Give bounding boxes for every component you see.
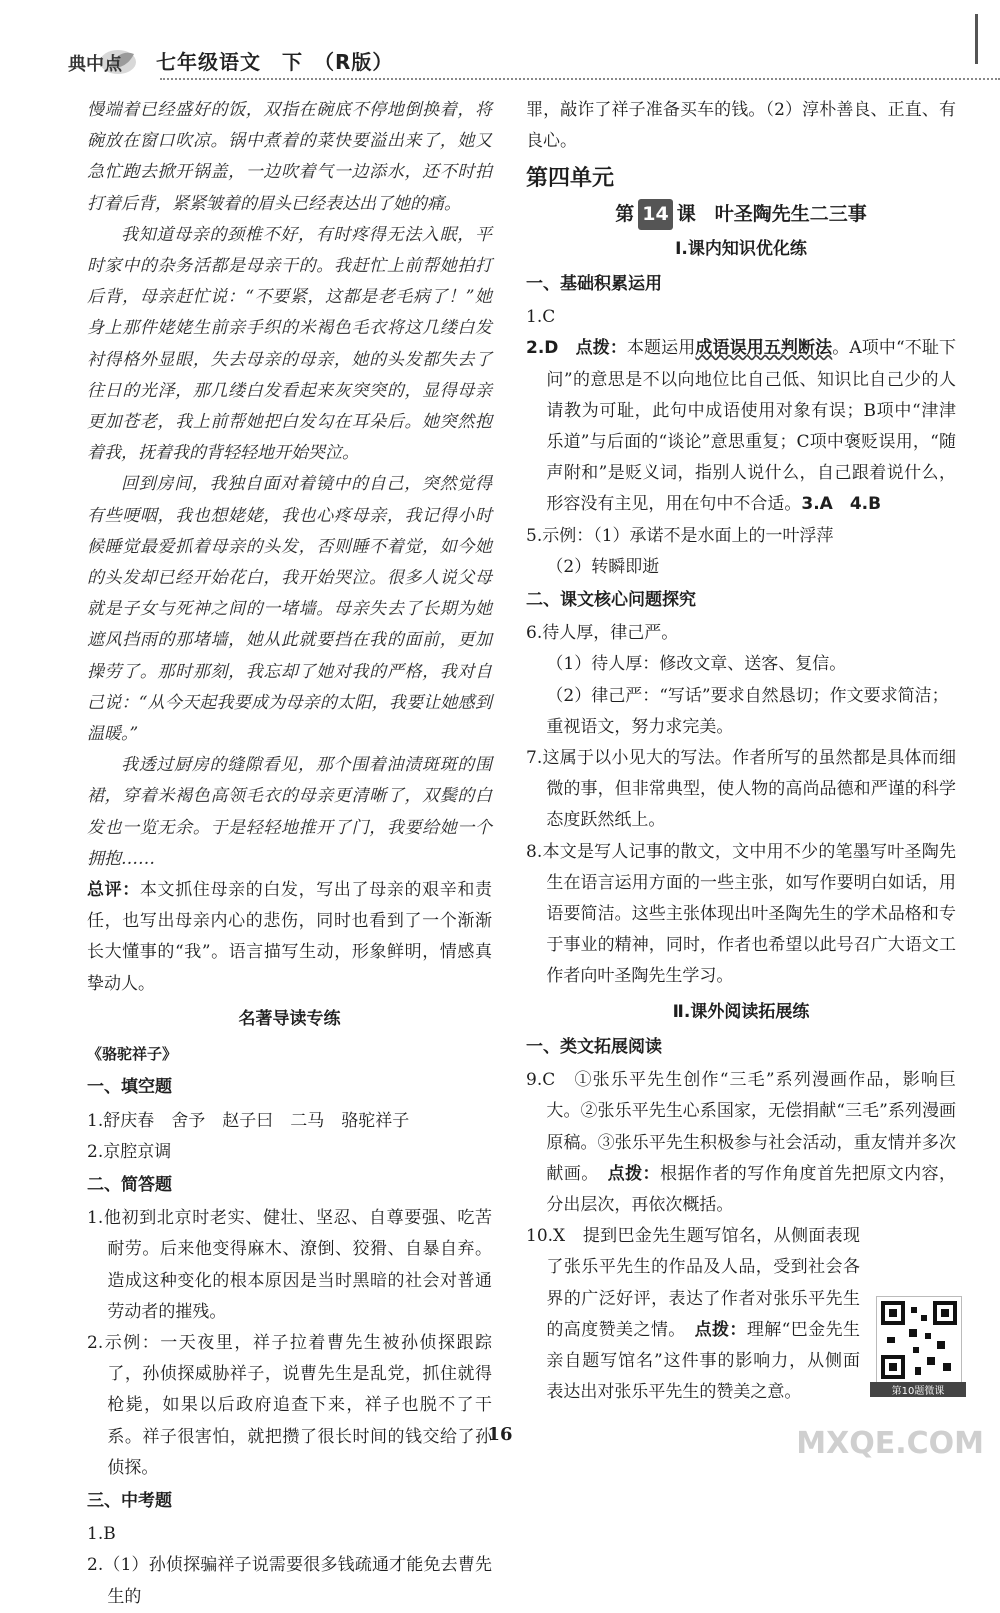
part-heading: Ⅰ.课内知识优化练 [675,238,807,259]
tip-label: 点拨： [694,1319,747,1340]
qr-label: 第10题微课 [870,1382,966,1397]
part-heading: Ⅱ.课外阅读拓展练 [672,1001,810,1022]
answer-sub: （1）待人厚：修改文章、送客、复信。 [546,654,847,675]
answer-item: 2.示例：一天夜里，祥子拉着曹先生被孙侦探跟踪了，孙侦探威胁祥子，说曹先生是乱党，抓住就得枪毙，如果以后政府追查下来，祥子也脱不了干系。祥子很害怕，就把攒了很长时间的钱交给了孙侦探。 [87,1332,492,1478]
lesson-title [526,199,956,230]
essay-paragraph: 慢端着已经盛好的饭，双指在碗底不停地倒换着，将碗放在窗口吹凉。锅中煮着的菜快要溢出来了，她又急忙跑去掀开锅盖，一边吹着气一边添水，还不时拍打着后背，紧紧皱着的眉头已经表达出了她的痛。 [87,100,492,214]
unit-title: 第四单元 [526,166,615,192]
page-header [60,40,940,84]
lesson-number: 14 [638,199,672,230]
logo [60,44,140,78]
lesson-name: 课 叶圣陶先生二三事 [676,202,867,225]
answer-text: 10.X 提到巴金先生题写馆名，从侧面表现了张乐平先生的作品及人品，受到社会各界的广泛好评，表达了作者对张乐平先生的高度赞美之情。 [526,1226,860,1340]
answer-text: 9.C ①张乐平先生创作“三毛”系列漫画作品，影响巨大。②张乐平先生心系国家，无偿捐献“三毛”系列漫画原稿。③张乐平先生积极参与社会活动，重友情并多次献画。 [526,1070,956,1184]
book-title: 《骆驼祥子》 [87,1045,178,1064]
method-name: 成语误用五判断法 [695,338,833,359]
answer-item: 2.京腔京调 [87,1141,172,1162]
tip-text: 理解“巴金先生亲自题写馆名”这件事的影响力，从侧面表达出对张乐平先生的赞美之意。 [546,1319,861,1403]
margin-bar [975,14,978,64]
tip-text: 本题运用 [626,338,696,359]
watermark: MXQE.COM [796,1426,984,1461]
tip-text: 。A项中“不耻下问”的意思是不以向地位比自己低、知识比自己少的人请教为可耻，此句中成语使用对象有误；B项中“津津乐道”与后面的“谈论”意思重复；C项中褒贬误用，“随声附和”是贬义词，指别人说什么，自己跟着说什么，形容没有主见，用在句中不合适。 [546,338,956,515]
answer-item: 3.A 4.B [801,494,882,515]
qr-code-icon [877,1297,961,1383]
section-heading: 二、简答题 [87,1174,172,1195]
answer-item: 1.B [87,1524,116,1545]
summary-label: 总评： [87,880,140,901]
logo-text: 典中点 [68,54,122,75]
answer-item: 7.这属于以小见大的写法。作者所写的虽然都是具体而细微的事，但非常典型，使人物的高尚品德和严谨的科学态度跃然纸上。 [526,748,956,831]
answer-item [526,1065,956,1221]
summary-text: 本文抓住母亲的白发，写出了母亲的艰辛和责任，也写出母亲内心的悲伤，同时也看到了一个渐渐长大懂事的“我”。语言描写生动，形象鲜明，情感真挚动人。 [87,880,493,994]
answer-item: 8.本文是写人记事的散文，文中用不少的笔墨写叶圣陶先生在语言运用方面的一些主张，如写作要明白如话，用语要简洁。这些主张体现出叶圣陶先生的学术品格和专于事业的精神，同时，作者也希望以此号召广大语文工作者向叶圣陶先生学习。 [526,841,956,987]
header-divider [160,78,1000,80]
essay-paragraph: 我知道母亲的颈椎不好，有时疼得无法入眠，平时家中的杂务活都是母亲干的。我赶忙上前帮她拍打后背，母亲赶忙说：“不要紧，这都是老毛病了！”她身上那件姥姥生前亲手织的米褐色毛衣将这几缕白发衬得格外显眼，失去母亲的母亲，她的头发都失去了往日的光泽，那几缕白发看起来灰突突的，显得母亲更加苍老，我上前帮她把白发勾在耳朵后。她突然抱着我，抚着我的背轻轻地开始哭泣。 [87,224,492,464]
answer-continued: 罪，敲诈了祥子准备买车的钱。（2）淳朴善良、正直、有良心。 [526,100,956,152]
qr-code[interactable] [876,1296,962,1384]
item-number: 2.D [526,338,559,359]
header-title: 七年级语文 下 （R版） [156,50,394,74]
answer-item: 2.（1）孙侦探骗祥子说需要很多钱疏通才能免去曹先生的 [87,1555,492,1607]
section-heading: 一、类文拓展阅读 [526,1036,662,1057]
essay-paragraph: 我透过厨房的缝隙看见，那个围着油渍斑斑的围裙，穿着米褐色高领毛衣的母亲更清晰了，双鬓的白发也一览无余。于是轻轻地推开了门，我要给她一个拥抱…… [87,755,492,869]
right-column [526,95,956,1408]
answer-sub: （2）转瞬即逝 [546,556,660,577]
tip-text: 根据作者的写作角度首先把原文内容，分出层次，再依次概括。 [546,1163,957,1215]
left-column [87,95,492,1613]
tip-label: 点拨： [607,1163,660,1184]
lesson-prefix: 第 [615,202,635,225]
section-heading: 二、课文核心问题探究 [526,590,696,611]
page-number: 16 [487,1424,513,1445]
section-heading: 一、填空题 [87,1077,172,1098]
essay-paragraph: 回到房间，我独自面对着镜中的自己，突然觉得有些哽咽，我也想姥姥，我也心疼母亲，我记得小时候睡觉最爱抓着母亲的头发，否则睡不着觉，如今她的头发却已经开始花白，我开始哭泣。很多人说父母就是子女与死神之间的一堵墙。母亲失去了长期为她遮风挡雨的那堵墙，她从此就要挡在我的面前，更加操劳了。那时那刻，我忘却了她对我的严格，我对自己说：“从今天起我要成为母亲的太阳，我要让她感到温暖。” [87,474,492,745]
answer-item: 6.待人厚，律己严。 [526,623,679,644]
section-title: 名著导读专练 [238,1008,341,1029]
answer-item: 1.C [526,307,556,328]
answer-item [526,333,956,520]
summary [87,875,492,1000]
answer-item: 5.示例：（1）承诺不是水面上的一叶浮萍 [526,525,834,546]
section-heading: 一、基础积累运用 [526,274,662,295]
answer-item: 1.他初到北京时老实、健壮、坚忍、自尊要强、吃苦耐劳。后来他变得麻木、潦倒、狡猾、自暴自弃。造成这种变化的根本原因是当时黑暗的社会对普通劳动者的摧残。 [87,1208,492,1322]
answer-item: 1.舒庆春 舍予 赵子曰 二马 骆驼祥子 [87,1110,410,1131]
tip-label: 点拨： [575,338,627,359]
answer-sub: （2）律己严：“写话”要求自然恳切；作文要求简洁；重视语文，努力求完美。 [546,685,949,737]
section-heading: 三、中考题 [87,1490,172,1511]
